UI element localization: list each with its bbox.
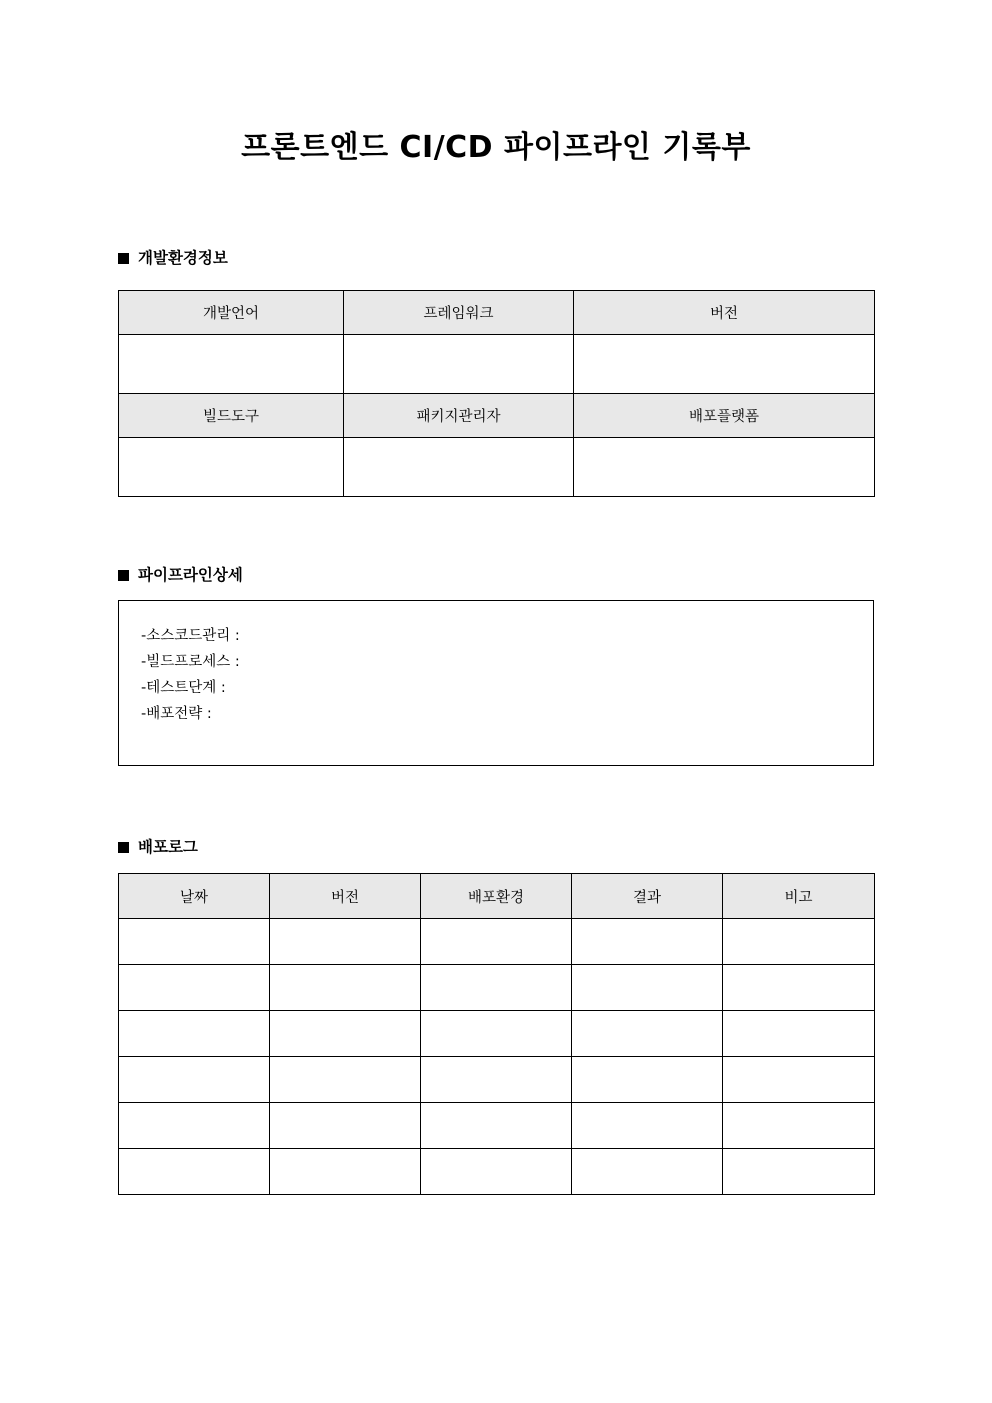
log-cell-remarks[interactable] (723, 1057, 875, 1103)
env-header-build-tool: 빌드도구 (119, 394, 344, 438)
pipeline-item-test-stage: -테스트단계 : (141, 680, 231, 696)
log-cell-remarks[interactable] (723, 1011, 875, 1057)
log-cell-date[interactable] (119, 1103, 270, 1149)
log-cell-date[interactable] (119, 1057, 270, 1103)
table-row (119, 438, 875, 497)
log-cell-version[interactable] (270, 919, 421, 965)
env-header-deploy-platform: 배포플랫폼 (574, 394, 875, 438)
log-cell-remarks[interactable] (723, 1149, 875, 1195)
square-bullet-icon (118, 253, 129, 264)
table-row (119, 1057, 875, 1103)
log-cell-remarks[interactable] (723, 1103, 875, 1149)
log-header-environment: 배포환경 (421, 874, 572, 919)
page-title: 프론트엔드 CI/CD 파이프라인 기록부 (241, 130, 751, 165)
env-value-language[interactable] (119, 335, 344, 394)
log-cell-environment[interactable] (421, 1103, 572, 1149)
log-cell-environment[interactable] (421, 1011, 572, 1057)
env-header-framework: 프레임워크 (344, 291, 574, 335)
log-cell-result[interactable] (572, 1149, 723, 1195)
log-cell-remarks[interactable] (723, 965, 875, 1011)
log-header-remarks: 비고 (723, 874, 875, 919)
log-cell-version[interactable] (270, 965, 421, 1011)
log-cell-date[interactable] (119, 1149, 270, 1195)
env-value-package-manager[interactable] (344, 438, 574, 497)
section-heading-label: 파이프라인상세 (138, 566, 243, 584)
table-header-row (119, 874, 875, 919)
table-row (119, 965, 875, 1011)
log-cell-result[interactable] (572, 1057, 723, 1103)
pipeline-item-deploy-strategy: -배포전략 : (141, 706, 217, 722)
table-row (119, 394, 875, 438)
log-cell-result[interactable] (572, 1103, 723, 1149)
env-header-version: 버전 (574, 291, 875, 335)
log-cell-environment[interactable] (421, 1149, 572, 1195)
table-row (119, 335, 875, 394)
log-cell-result[interactable] (572, 919, 723, 965)
env-header-language: 개발언어 (119, 291, 344, 335)
pipeline-detail-box[interactable] (118, 600, 874, 766)
section-heading-deploy-log (118, 840, 198, 856)
log-header-date: 날짜 (119, 874, 270, 919)
square-bullet-icon (118, 842, 129, 853)
log-header-version: 버전 (270, 874, 421, 919)
deploy-log-table (118, 873, 875, 1195)
log-cell-environment[interactable] (421, 919, 572, 965)
environment-info-table (118, 290, 875, 497)
table-row (119, 291, 875, 335)
log-header-result: 결과 (572, 874, 723, 919)
pipeline-item-build-process: -빌드프로세스 : (141, 654, 245, 670)
section-heading-label: 개발환경정보 (138, 249, 228, 267)
log-cell-version[interactable] (270, 1057, 421, 1103)
section-heading-pipeline (118, 568, 243, 584)
env-value-deploy-platform[interactable] (574, 438, 875, 497)
env-value-build-tool[interactable] (119, 438, 344, 497)
log-cell-result[interactable] (572, 1011, 723, 1057)
log-cell-version[interactable] (270, 1149, 421, 1195)
section-heading-label: 배포로그 (138, 838, 198, 856)
env-value-framework[interactable] (344, 335, 574, 394)
log-cell-version[interactable] (270, 1011, 421, 1057)
env-value-version[interactable] (574, 335, 875, 394)
log-cell-environment[interactable] (421, 1057, 572, 1103)
log-cell-version[interactable] (270, 1103, 421, 1149)
env-header-package-manager: 패키지관리자 (344, 394, 574, 438)
table-row (119, 1103, 875, 1149)
table-row (119, 919, 875, 965)
pipeline-item-source-control: -소스코드관리 : (141, 628, 245, 644)
log-cell-environment[interactable] (421, 965, 572, 1011)
log-cell-date[interactable] (119, 919, 270, 965)
log-cell-date[interactable] (119, 965, 270, 1011)
table-row (119, 1011, 875, 1057)
table-row (119, 1149, 875, 1195)
log-cell-date[interactable] (119, 1011, 270, 1057)
log-cell-result[interactable] (572, 965, 723, 1011)
section-heading-environment (118, 251, 228, 267)
log-cell-remarks[interactable] (723, 919, 875, 965)
square-bullet-icon (118, 570, 129, 581)
